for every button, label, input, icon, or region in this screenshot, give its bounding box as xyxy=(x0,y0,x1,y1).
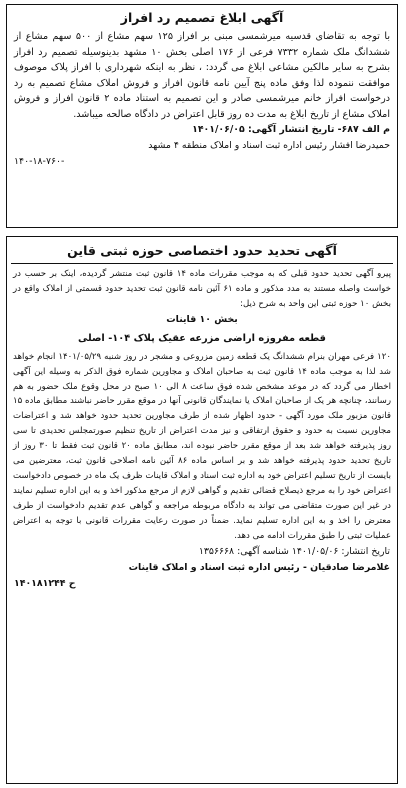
notice-publish-info: تاریخ انتشار: ۱۴۰۱/۰۵/۰۶ شناسه آگهی: ۱۳۵۶۶۶۸ xyxy=(198,545,390,557)
notice-number: ۱۴۰۱۸۱۲۴۴ ح xyxy=(14,577,76,589)
notice-title: آگهی ابلاغ تصمیم رد افراز xyxy=(120,10,284,25)
plot-heading: قطعه مفروزه اراضی مزرعه عقیک پلاک ۱۰۴- اصلی xyxy=(78,332,326,344)
notice-intro: پیرو آگهی تحدید حدود قبلی که به موجب مقررات ماده ۱۴ قانون ثبت منتشر گردیده، اینک بر حسب در خواست واصله مستند به مدد مذکور و ماده ۶۱ آئین نامه قانون ثبت تحدید حدود قسمتی از املاک واقع در بخش ۱۰ حوزه ثبتی این واحد به شرح ذیل: xyxy=(13,269,391,309)
notice-body: با توجه به تقاضای قدسیه میرشمسی مبنی بر افراز ۱۲۵ سهم مشاع از ۵۰۰ سهم مشاع از ششدانگ ملک شماره ۷۳۳۲ فرعی از ۱۷۶ اصلی بخش ۱۰ مشهد بدینوسیله تصمیم رد افراز بشرح به سایر مالکین مشاعی ابلاغ می گردد: ، نظر به اینکه شهرداری با افراز پلاک موصوف موافقت ننموده لذا وفق ماده پنج آیین نامه قانون افراز و فروش املاک مشاع تصمیم به رد درخواست افراز خانم میرشمسی صادر و این تصمیم به استناد ماده ۲ قانون افراز و فروش املاک مشاع از تاریخ ابلاغ به مدت ده روز قابل اعتراض در دادگاه صالحه میباشد. xyxy=(14,31,390,120)
notice-signature: غلامرضا صادقیان - رئیس اداره ثبت اسناد و املاک قاینات xyxy=(128,561,390,573)
notice-boundary-demarcation xyxy=(6,236,398,784)
notice-signature: حمیدرضا افشار رئیس اداره ثبت اسناد و املاک منطقه ۴ مشهد xyxy=(148,140,390,151)
notice-rejection-partition xyxy=(6,4,398,228)
notice-number: ۱۴۰-۱۸-۷۶۰- xyxy=(14,156,65,167)
notice-title: آگهی تحدید حدود اختصاصی حوزه ثبتی قاین xyxy=(11,242,393,264)
section-heading: بخش ۱۰ قاینات xyxy=(166,313,238,325)
notice-body: ۱۲۰ فرعی مهران بنرام ششدانگ یک قطعه زمین مزروعی و مشجر در روز شنبه ۱۴۰۱/۰۵/۲۹ انجام خواهد شد لذا به موجب ماده ۱۴ قانون ثبت به صاحبان املاک و مجاورین شماره فوق الذکر به وسیله این آگهی اخطار می گردد که در موعد مشخص شده فوق ساعت ۸ الی ۱۰ صبح در محل وقوع ملک حضور به هم رسانند، چنانچه هر یک از صاحبان املاک یا نمایندگان قانونی آنها در موقع مقرر حاضر نباشند مطابق ماده ۱۵ قانون مزبور ملک مورد آگهی - حدود اظهار شده از طرف مجاورین تحدید حدود خواهد شد و اعتراضات مجاورین نسبت به حدود و حقوق ارتفاقی و نیز مدت اعتراض از تاریخ تنظیم صورتمجلس تحدیدی تا سی روز پذیرفته خواهد شد بعد از موقع مقرر حاضر نبوده اند، مطابق ماده ۲۰ قانون ثبت فقط تا ۳۰ روز از تاریخ تحدید حدود پذیرفته خواهد شد و بر اساس ماده ۸۶ آئین نامه اصلاحی قانون ثبت، معترضین می بایست از تاریخ تسلیم اعتراض خود به اداره ثبت اسناد و املاک قاینات ظرف یک ماه در خصوص دادخواست اعتراض خود را به مرجع ذیصلاح قضائی تقدیم و گواهی لازم از مرجع مذکور اخذ و به این اداره تسلیم نمایند در غیر این صورت متقاضی می تواند به دادگاه مربوطه مراجعه و گواهی عدم تقدیم دادخواست از طرف معترض را اخذ و به این اداره تسلیم نماید. ضمناً در صورت رعایت مقررات قانونی با توجه به اعتراض عملیات ثبتی را طبق مقررات ادامه می دهد. xyxy=(13,351,392,541)
notice-code-date: م الف ۶۸۷- تاریخ انتشار آگهی: ۱۴۰۱/۰۶/۰۵ xyxy=(192,124,390,135)
